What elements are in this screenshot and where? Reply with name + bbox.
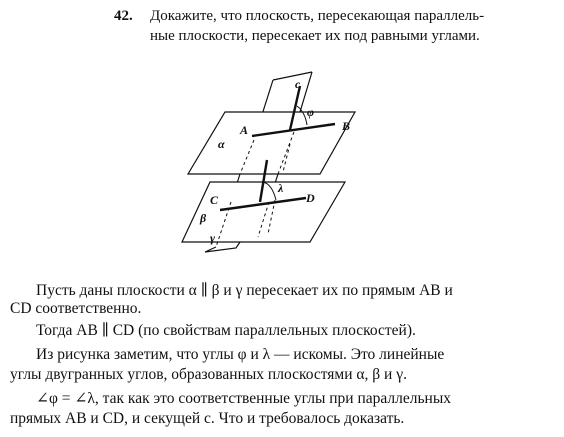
plane-gamma-top-edge [273,72,312,80]
plane-alpha [188,112,355,174]
label-B: B [342,119,351,133]
label-lambda: λ [278,181,284,195]
geometry-figure [170,62,380,262]
label-alpha: α [218,137,225,151]
solution-line-2: CD соответственно. [10,300,142,317]
solution-line-7: прямых AB и CD, и секущей c. Что и требовалось доказать. [10,410,405,427]
label-gamma: γ [210,231,215,245]
solution-line-4: Из рисунка заметим, что углы φ и λ — искомы. Это линейные [36,346,445,363]
label-phi: φ [307,105,315,119]
problem-line-2: ные плоскости, пересекает их под равными углами. [150,28,480,44]
label-A: A [240,123,249,137]
solution-line-6: ∠φ = ∠λ, так как это соответственные углы при параллельных [36,390,452,407]
problem-number: 42. [114,8,133,24]
label-c: c [295,77,301,91]
solution-line-1: Пусть даны плоскости α ∥ β и γ пересекает их по прямым AB и [36,282,453,299]
solution-line-3: Тогда AB ∥ CD (по свойствам параллельных плоскостей). [36,322,416,339]
solution-line-5: углы двугранных углов, образованных плоскостями α, β и γ. [10,366,407,383]
label-D: D [306,191,315,205]
label-beta: β [200,211,207,225]
label-C: C [210,193,219,207]
planes-diagram [170,62,380,262]
problem-line-1: Докажите, что плоскость, пересекающая параллель- [150,8,485,24]
plane-beta [182,182,345,242]
